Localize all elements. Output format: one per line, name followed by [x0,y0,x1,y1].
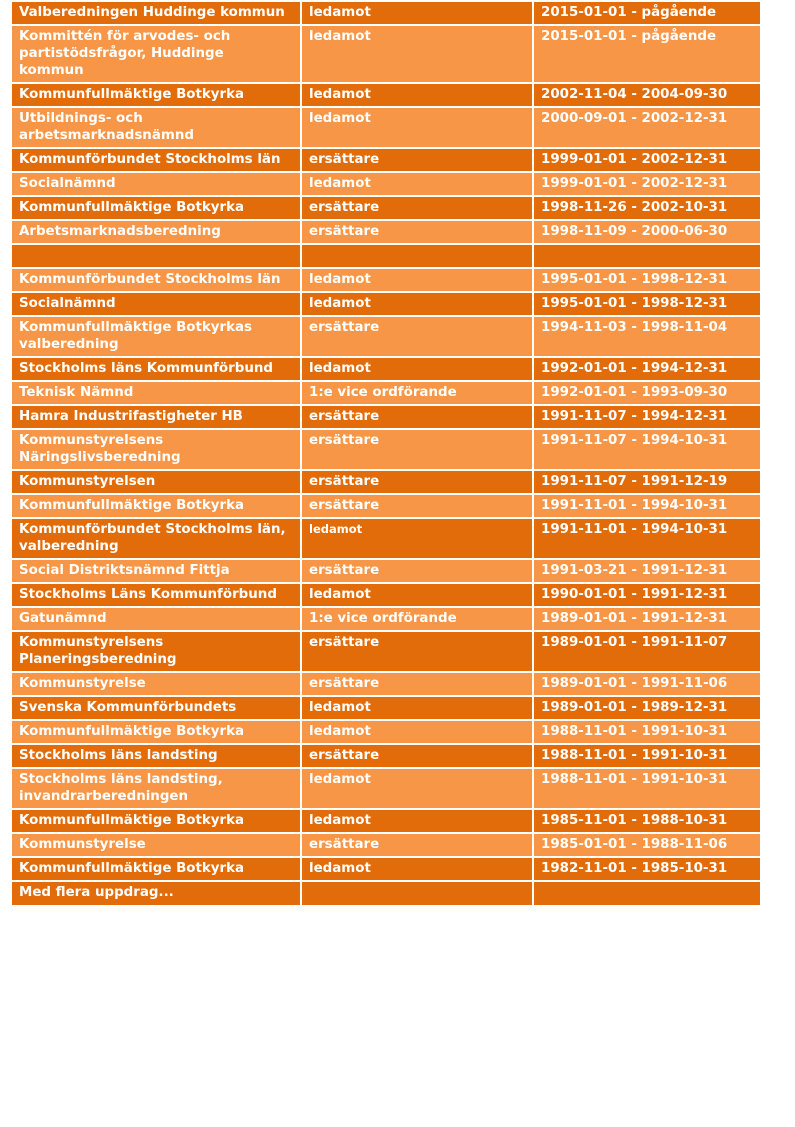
assignment-role: ledamot [301,357,533,381]
assignment-row [11,857,761,881]
assignment-role: ledamot [301,107,533,148]
assignment-body: Socialnämnd [11,292,301,316]
assignment-body: Kommittén för arvodes- och partistödsfrågor, Huddinge kommun [11,25,301,83]
assignment-period: 1988-11-01 - 1991-10-31 [533,720,761,744]
assignment-period: 1989-01-01 - 1989-12-31 [533,696,761,720]
assignment-body: Stockholms läns Kommunförbund [11,357,301,381]
assignment-row [11,429,761,470]
assignment-row [11,196,761,220]
assignment-period: 1990-01-01 - 1991-12-31 [533,583,761,607]
assignment-body: Kommunförbundet Stockholms län [11,268,301,292]
assignment-body: Social Distriktsnämnd Fittja [11,559,301,583]
assignment-period: 1988-11-01 - 1991-10-31 [533,768,761,809]
assignment-role: ersättare [301,148,533,172]
assignment-body [11,244,301,268]
assignment-body: Arbetsmarknadsberedning [11,220,301,244]
assignment-role: ledamot [301,583,533,607]
assignment-period: 2000-09-01 - 2002-12-31 [533,107,761,148]
assignment-body: Svenska Kommunförbundets [11,696,301,720]
assignment-body: Hamra Industrifastigheter HB [11,405,301,429]
assignment-role: ledamot [301,83,533,107]
assignment-period: 1998-11-26 - 2002-10-31 [533,196,761,220]
assignments-table-body [11,1,761,881]
assignment-body: Gatunämnd [11,607,301,631]
assignment-row [11,559,761,583]
assignment-role: ledamot [301,768,533,809]
assignment-body: Kommunstyrelsens Näringslivsberedning [11,429,301,470]
assignment-role: 1:e vice ordförande [301,607,533,631]
assignment-body: Utbildnings- och arbetsmarknadsnämnd [11,107,301,148]
empty-cell [533,881,761,905]
assignment-body: Kommunstyrelsens Planeringsberedning [11,631,301,672]
assignment-role: ersättare [301,220,533,244]
more-assignments-link[interactable]: Med flera uppdrag... [11,881,301,905]
assignment-period: 1991-11-07 - 1991-12-19 [533,470,761,494]
assignment-role: ledamot [301,696,533,720]
assignment-body: Kommunfullmäktige Botkyrka [11,809,301,833]
assignment-period: 1991-11-07 - 1994-12-31 [533,405,761,429]
assignment-body: Valberedningen Huddinge kommun [11,1,301,25]
assignment-period: 1989-01-01 - 1991-11-07 [533,631,761,672]
assignment-body: Kommunförbundet Stockholms län [11,148,301,172]
assignment-role: ledamot [301,809,533,833]
assignment-row [11,357,761,381]
assignment-row [11,316,761,357]
assignment-period: 1989-01-01 - 1991-11-06 [533,672,761,696]
assignment-period: 1998-11-09 - 2000-06-30 [533,220,761,244]
assignment-role [301,244,533,268]
assignment-role: ledamot [301,518,533,559]
assignment-row [11,696,761,720]
assignment-period: 1999-01-01 - 2002-12-31 [533,148,761,172]
assignment-role: ersättare [301,196,533,220]
assignment-row [11,148,761,172]
assignment-body: Kommunstyrelse [11,672,301,696]
assignment-body: Kommunfullmäktige Botkyrka [11,83,301,107]
empty-cell [301,881,533,905]
assignment-period [533,244,761,268]
assignment-body: Kommunförbundet Stockholms län, valberedning [11,518,301,559]
assignment-row [11,744,761,768]
assignment-role: ledamot [301,268,533,292]
assignment-body: Socialnämnd [11,172,301,196]
assignment-row [11,172,761,196]
assignment-role: ersättare [301,559,533,583]
assignment-role: ledamot [301,1,533,25]
assignment-role: ledamot [301,25,533,83]
assignment-row [11,405,761,429]
assignment-row [11,107,761,148]
assignment-period: 2015-01-01 - pågående [533,1,761,25]
assignment-row [11,470,761,494]
assignment-period: 1999-01-01 - 2002-12-31 [533,172,761,196]
assignment-body: Teknisk Nämnd [11,381,301,405]
assignment-period: 1985-11-01 - 1988-10-31 [533,809,761,833]
assignment-period: 1989-01-01 - 1991-12-31 [533,607,761,631]
assignment-role: ledamot [301,172,533,196]
assignment-period: 2002-11-04 - 2004-09-30 [533,83,761,107]
assignment-row [11,1,761,25]
assignment-body: Stockholms läns landsting [11,744,301,768]
assignment-row [11,244,761,268]
assignment-row [11,494,761,518]
more-assignments-row [11,881,761,905]
assignment-body: Kommunstyrelsen [11,470,301,494]
assignment-body: Stockholms läns landsting, invandrarberedningen [11,768,301,809]
assignment-role: ersättare [301,494,533,518]
assignment-period: 1992-01-01 - 1994-12-31 [533,357,761,381]
assignment-row [11,518,761,559]
assignment-body: Stockholms Läns Kommunförbund [11,583,301,607]
assignment-role: ersättare [301,631,533,672]
assignment-row [11,631,761,672]
assignment-body: Kommunfullmäktige Botkyrka [11,196,301,220]
assignment-row [11,583,761,607]
assignment-row [11,292,761,316]
assignments-table [10,0,762,905]
assignment-period: 1988-11-01 - 1991-10-31 [533,744,761,768]
assignment-role: ersättare [301,316,533,357]
assignment-row [11,268,761,292]
assignment-body: Kommunfullmäktige Botkyrka [11,494,301,518]
assignment-role: ledamot [301,720,533,744]
assignment-role: ersättare [301,744,533,768]
assignment-row [11,809,761,833]
assignment-row [11,381,761,405]
assignment-period: 1982-11-01 - 1985-10-31 [533,857,761,881]
assignment-period: 2015-01-01 - pågående [533,25,761,83]
assignment-period: 1991-11-01 - 1994-10-31 [533,494,761,518]
assignment-role: 1:e vice ordförande [301,381,533,405]
assignment-role: ersättare [301,833,533,857]
assignment-body: Kommunstyrelse [11,833,301,857]
assignment-body: Kommunfullmäktige Botkyrka [11,857,301,881]
assignment-role: ersättare [301,405,533,429]
assignment-row [11,833,761,857]
assignment-role: ledamot [301,857,533,881]
assignment-row [11,720,761,744]
assignment-role: ersättare [301,470,533,494]
assignment-role: ersättare [301,429,533,470]
assignment-row [11,83,761,107]
assignment-period: 1995-01-01 - 1998-12-31 [533,292,761,316]
assignment-row [11,25,761,83]
assignment-row [11,768,761,809]
assignment-period: 1991-03-21 - 1991-12-31 [533,559,761,583]
assignment-period: 1991-11-01 - 1994-10-31 [533,518,761,559]
assignment-row [11,607,761,631]
assignment-body: Kommunfullmäktige Botkyrkas valberedning [11,316,301,357]
assignment-row [11,220,761,244]
assignment-period: 1991-11-07 - 1994-10-31 [533,429,761,470]
assignment-role: ersättare [301,672,533,696]
assignment-period: 1995-01-01 - 1998-12-31 [533,268,761,292]
assignment-period: 1985-01-01 - 1988-11-06 [533,833,761,857]
assignment-period: 1992-01-01 - 1993-09-30 [533,381,761,405]
assignment-body: Kommunfullmäktige Botkyrka [11,720,301,744]
assignment-role: ledamot [301,292,533,316]
assignment-row [11,672,761,696]
assignment-period: 1994-11-03 - 1998-11-04 [533,316,761,357]
